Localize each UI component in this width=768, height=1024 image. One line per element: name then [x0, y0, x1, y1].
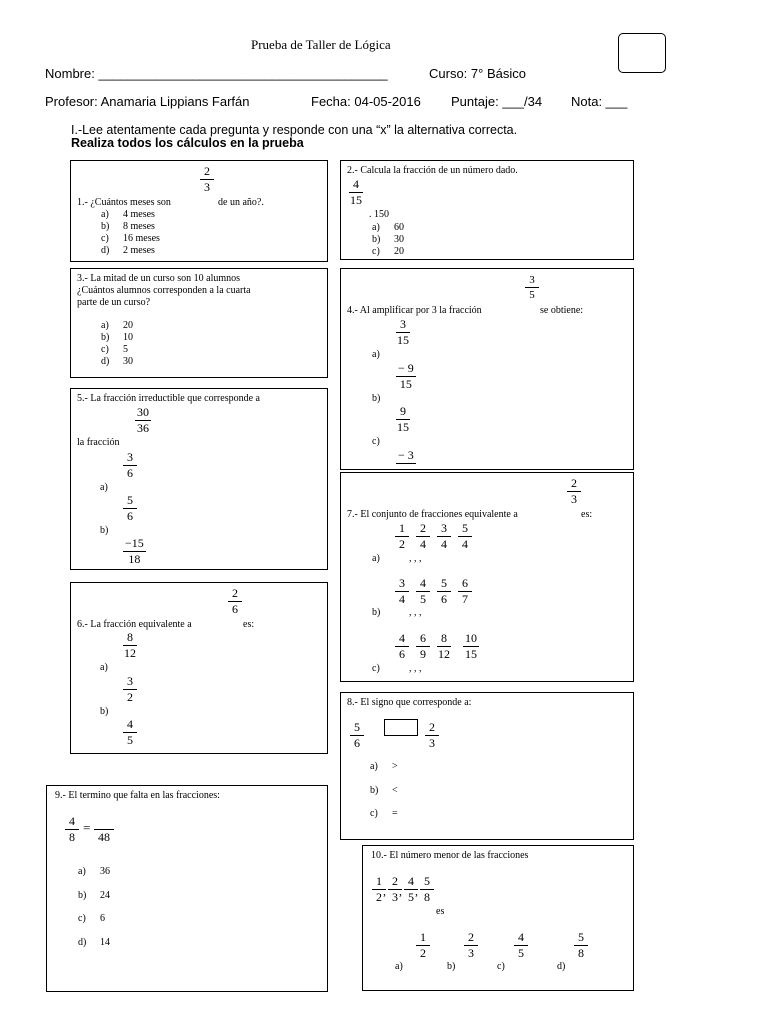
q10-comma: , — [415, 884, 418, 898]
name-field[interactable]: Nombre: ________________________________________ — [45, 66, 388, 81]
q7-c-separators: , , , — [409, 663, 422, 674]
q3-option-c[interactable]: c) 5 — [101, 344, 128, 355]
q5-option-a[interactable]: a) — [100, 482, 108, 493]
q4-option-c-fraction: $\frac{9}{15}$ — [397, 404, 409, 434]
q9-text: 9.- El termino que falta en las fracciones: — [55, 790, 220, 801]
q7-option-c[interactable]: c) — [372, 663, 380, 674]
course-label: Curso: 7° Básico — [429, 66, 526, 81]
q7-a-separators: , , , — [409, 553, 422, 564]
q1-text-end: de un año?. — [218, 197, 264, 208]
q3-option-d[interactable]: d) 30 — [101, 356, 133, 367]
q2-option-a[interactable]: a) 60 — [372, 222, 404, 233]
q7-b-fraction-4: $\frac{6}{7}$ — [458, 577, 472, 606]
q7-top-fraction: $\frac{2}{3}$ — [567, 477, 581, 506]
q4-option-a[interactable]: a) — [372, 349, 380, 360]
q7-b-fraction-1: $\frac{3}{4}$ — [395, 577, 409, 606]
q1-option-b[interactable]: b) 8 meses — [101, 221, 155, 232]
q8-option-a[interactable]: a) > — [370, 761, 398, 772]
q4-text-end: se obtiene: — [540, 305, 584, 316]
q6-top-fraction: $\frac{2}{6}$ — [228, 587, 242, 616]
q4-option-b-fraction: $\frac{- 9}{15}$ — [398, 361, 414, 391]
score-label: Puntaje: ___/34 — [451, 94, 543, 109]
q6-option-c-fraction: $\frac{4}{5}$ — [123, 718, 137, 747]
q3-text-line1: 3.- La mitad de un curso son 10 alumnos — [77, 273, 241, 284]
q4-option-d-fraction: − 3 — [398, 448, 414, 462]
q10-option-c-fraction: $\frac{4}{5}$ — [514, 931, 528, 960]
q2-text: 2.- Calcula la fracción de un número dado. — [347, 165, 518, 176]
q4-option-c[interactable]: c) — [372, 436, 380, 447]
q2-fraction: $\frac{4}{15}$ — [350, 177, 362, 207]
question-5-box — [70, 388, 328, 570]
q10-option-d-fraction: $\frac{5}{8}$ — [574, 931, 588, 960]
q3-option-a[interactable]: a) 20 — [101, 320, 133, 331]
question-6-box — [70, 582, 328, 754]
q10-option-a-fraction: $\frac{1}{2}$ — [416, 931, 430, 960]
q8-option-c[interactable]: c) = — [370, 808, 398, 819]
q1-option-c[interactable]: c) 16 meses — [101, 233, 160, 244]
q7-b-fraction-3: $\frac{5}{6}$ — [437, 577, 451, 606]
q10-option-a[interactable]: a) — [395, 961, 403, 972]
q3-option-b[interactable]: b) 10 — [101, 332, 133, 343]
q6-option-a[interactable]: a) — [100, 662, 108, 673]
question-9-box — [46, 785, 328, 992]
q4-option-b[interactable]: b) — [372, 393, 381, 404]
question-4-box — [340, 268, 634, 470]
q10-option-b-fraction: $\frac{2}{3}$ — [464, 931, 478, 960]
q9-left-fraction: $\frac{4}{8}$ — [65, 815, 79, 844]
q9-option-b[interactable]: b) 24 — [78, 890, 110, 901]
q5-option-b-fraction: $\frac{5}{6}$ — [123, 494, 137, 523]
q5-fraction: $\frac{30}{36}$ — [137, 405, 149, 435]
q7-a-fraction-3: $\frac{3}{4}$ — [437, 522, 451, 551]
q7-text: 7.- El conjunto de fracciones equivalente a — [347, 509, 518, 520]
date-label: Fecha: 04-05-2016 — [311, 94, 421, 109]
q4-text: 4.- Al amplificar por 3 la fracción — [347, 305, 482, 316]
q10-option-c[interactable]: c) — [497, 961, 505, 972]
q9-option-a[interactable]: a) 36 — [78, 866, 110, 877]
q7-a-fraction-4: $\frac{5}{4}$ — [458, 522, 472, 551]
q1-text: 1.- ¿Cuántos meses son — [77, 197, 171, 208]
q10-comma: , — [399, 884, 402, 898]
q2-option-c[interactable]: c) 20 — [372, 246, 404, 257]
q1-fraction: $\frac{2}{3}$ — [200, 165, 214, 194]
q6-text-end: es: — [243, 619, 255, 630]
q1-option-a[interactable]: a) 4 meses — [101, 209, 155, 220]
q7-option-b[interactable]: b) — [372, 607, 381, 618]
q5-option-c-fraction: $\frac{-15}{18}$ — [125, 536, 144, 566]
q10-fraction-1: $\frac{1}{2}$ — [372, 875, 386, 904]
q10-es: es — [436, 906, 445, 917]
q8-answer-box[interactable] — [384, 719, 418, 736]
q6-option-b[interactable]: b) — [100, 706, 109, 717]
q8-left-fraction: $\frac{5}{6}$ — [350, 721, 364, 750]
question-7-box — [340, 472, 634, 682]
q5-text-2: la fracción — [77, 437, 120, 448]
q10-fraction-3: $\frac{4}{5}$ — [404, 875, 418, 904]
teacher-label: Profesor: Anamaria Lippians Farfán — [45, 94, 250, 109]
q5-text: 5.- La fracción irreductible que corresponde a — [77, 393, 260, 404]
q10-option-d[interactable]: d) — [557, 961, 566, 972]
instructions-bold: Realiza todos los cálculos en la prueba — [71, 136, 304, 150]
q6-text: 6.- La fracción equivalente a — [77, 619, 192, 630]
q3-text-line2: ¿Cuántos alumnos corresponden a la cuarta — [77, 285, 251, 296]
question-8-box — [340, 692, 634, 840]
q10-comma: , — [383, 884, 386, 898]
q4-option-a-fraction: $\frac{3}{15}$ — [397, 317, 409, 347]
q4-top-fraction: $\frac{3}{5}$ — [525, 274, 539, 301]
q7-text-end: es: — [581, 509, 593, 520]
q7-b-fraction-2: $\frac{4}{5}$ — [416, 577, 430, 606]
q9-option-c[interactable]: c) 6 — [78, 913, 105, 924]
q5-option-b[interactable]: b) — [100, 525, 109, 536]
q1-option-d[interactable]: d) 2 meses — [101, 245, 155, 256]
q10-fraction-4: $\frac{5}{8}$ — [420, 875, 434, 904]
q2-option-b[interactable]: b) 30 — [372, 234, 404, 245]
instructions-line: I.-Lee atentamente cada pregunta y responde con una “x” la alternativa correcta. — [71, 123, 518, 137]
q7-a-fraction-1: $\frac{1}{2}$ — [395, 522, 409, 551]
question-1-box — [70, 160, 328, 262]
q7-a-fraction-2: $\frac{2}{4}$ — [416, 522, 430, 551]
score-box — [618, 33, 666, 73]
q7-c-fraction-1: $\frac{4}{6}$ — [395, 632, 409, 661]
q10-fraction-2: $\frac{2}{3}$ — [388, 875, 402, 904]
q3-text-line3: parte de un curso? — [77, 297, 151, 308]
q6-option-b-fraction: $\frac{3}{2}$ — [123, 675, 137, 704]
q7-c-fraction-4: $\frac{10}{15}$ — [465, 631, 477, 661]
q7-b-separators: , , , — [409, 607, 422, 618]
q7-option-a[interactable]: a) — [372, 553, 380, 564]
q10-text: 10.- El número menor de las fracciones — [371, 850, 529, 861]
q7-c-fraction-3: $\frac{8}{12}$ — [438, 631, 450, 661]
q8-text: 8.- El signo que corresponde a: — [347, 697, 472, 708]
q2-number: . 150 — [369, 209, 389, 220]
question-3-box — [70, 268, 328, 378]
q10-option-b[interactable]: b) — [447, 961, 456, 972]
q9-option-d[interactable]: d) 14 — [78, 937, 110, 948]
grade-label: Nota: ___ — [571, 94, 628, 109]
page-title: Prueba de Taller de Lógica — [251, 37, 391, 52]
q6-option-a-fraction: $\frac{8}{12}$ — [124, 630, 136, 660]
q5-option-a-fraction: $\frac{3}{6}$ — [123, 451, 137, 480]
q8-right-fraction: $\frac{2}{3}$ — [425, 721, 439, 750]
q9-right-fraction: 48 — [94, 815, 114, 844]
q7-c-fraction-2: $\frac{6}{9}$ — [416, 632, 430, 661]
question-2-box — [340, 160, 634, 260]
q8-option-b[interactable]: b) < — [370, 785, 398, 796]
q9-equals: = — [83, 820, 91, 835]
question-10-box — [362, 845, 634, 991]
